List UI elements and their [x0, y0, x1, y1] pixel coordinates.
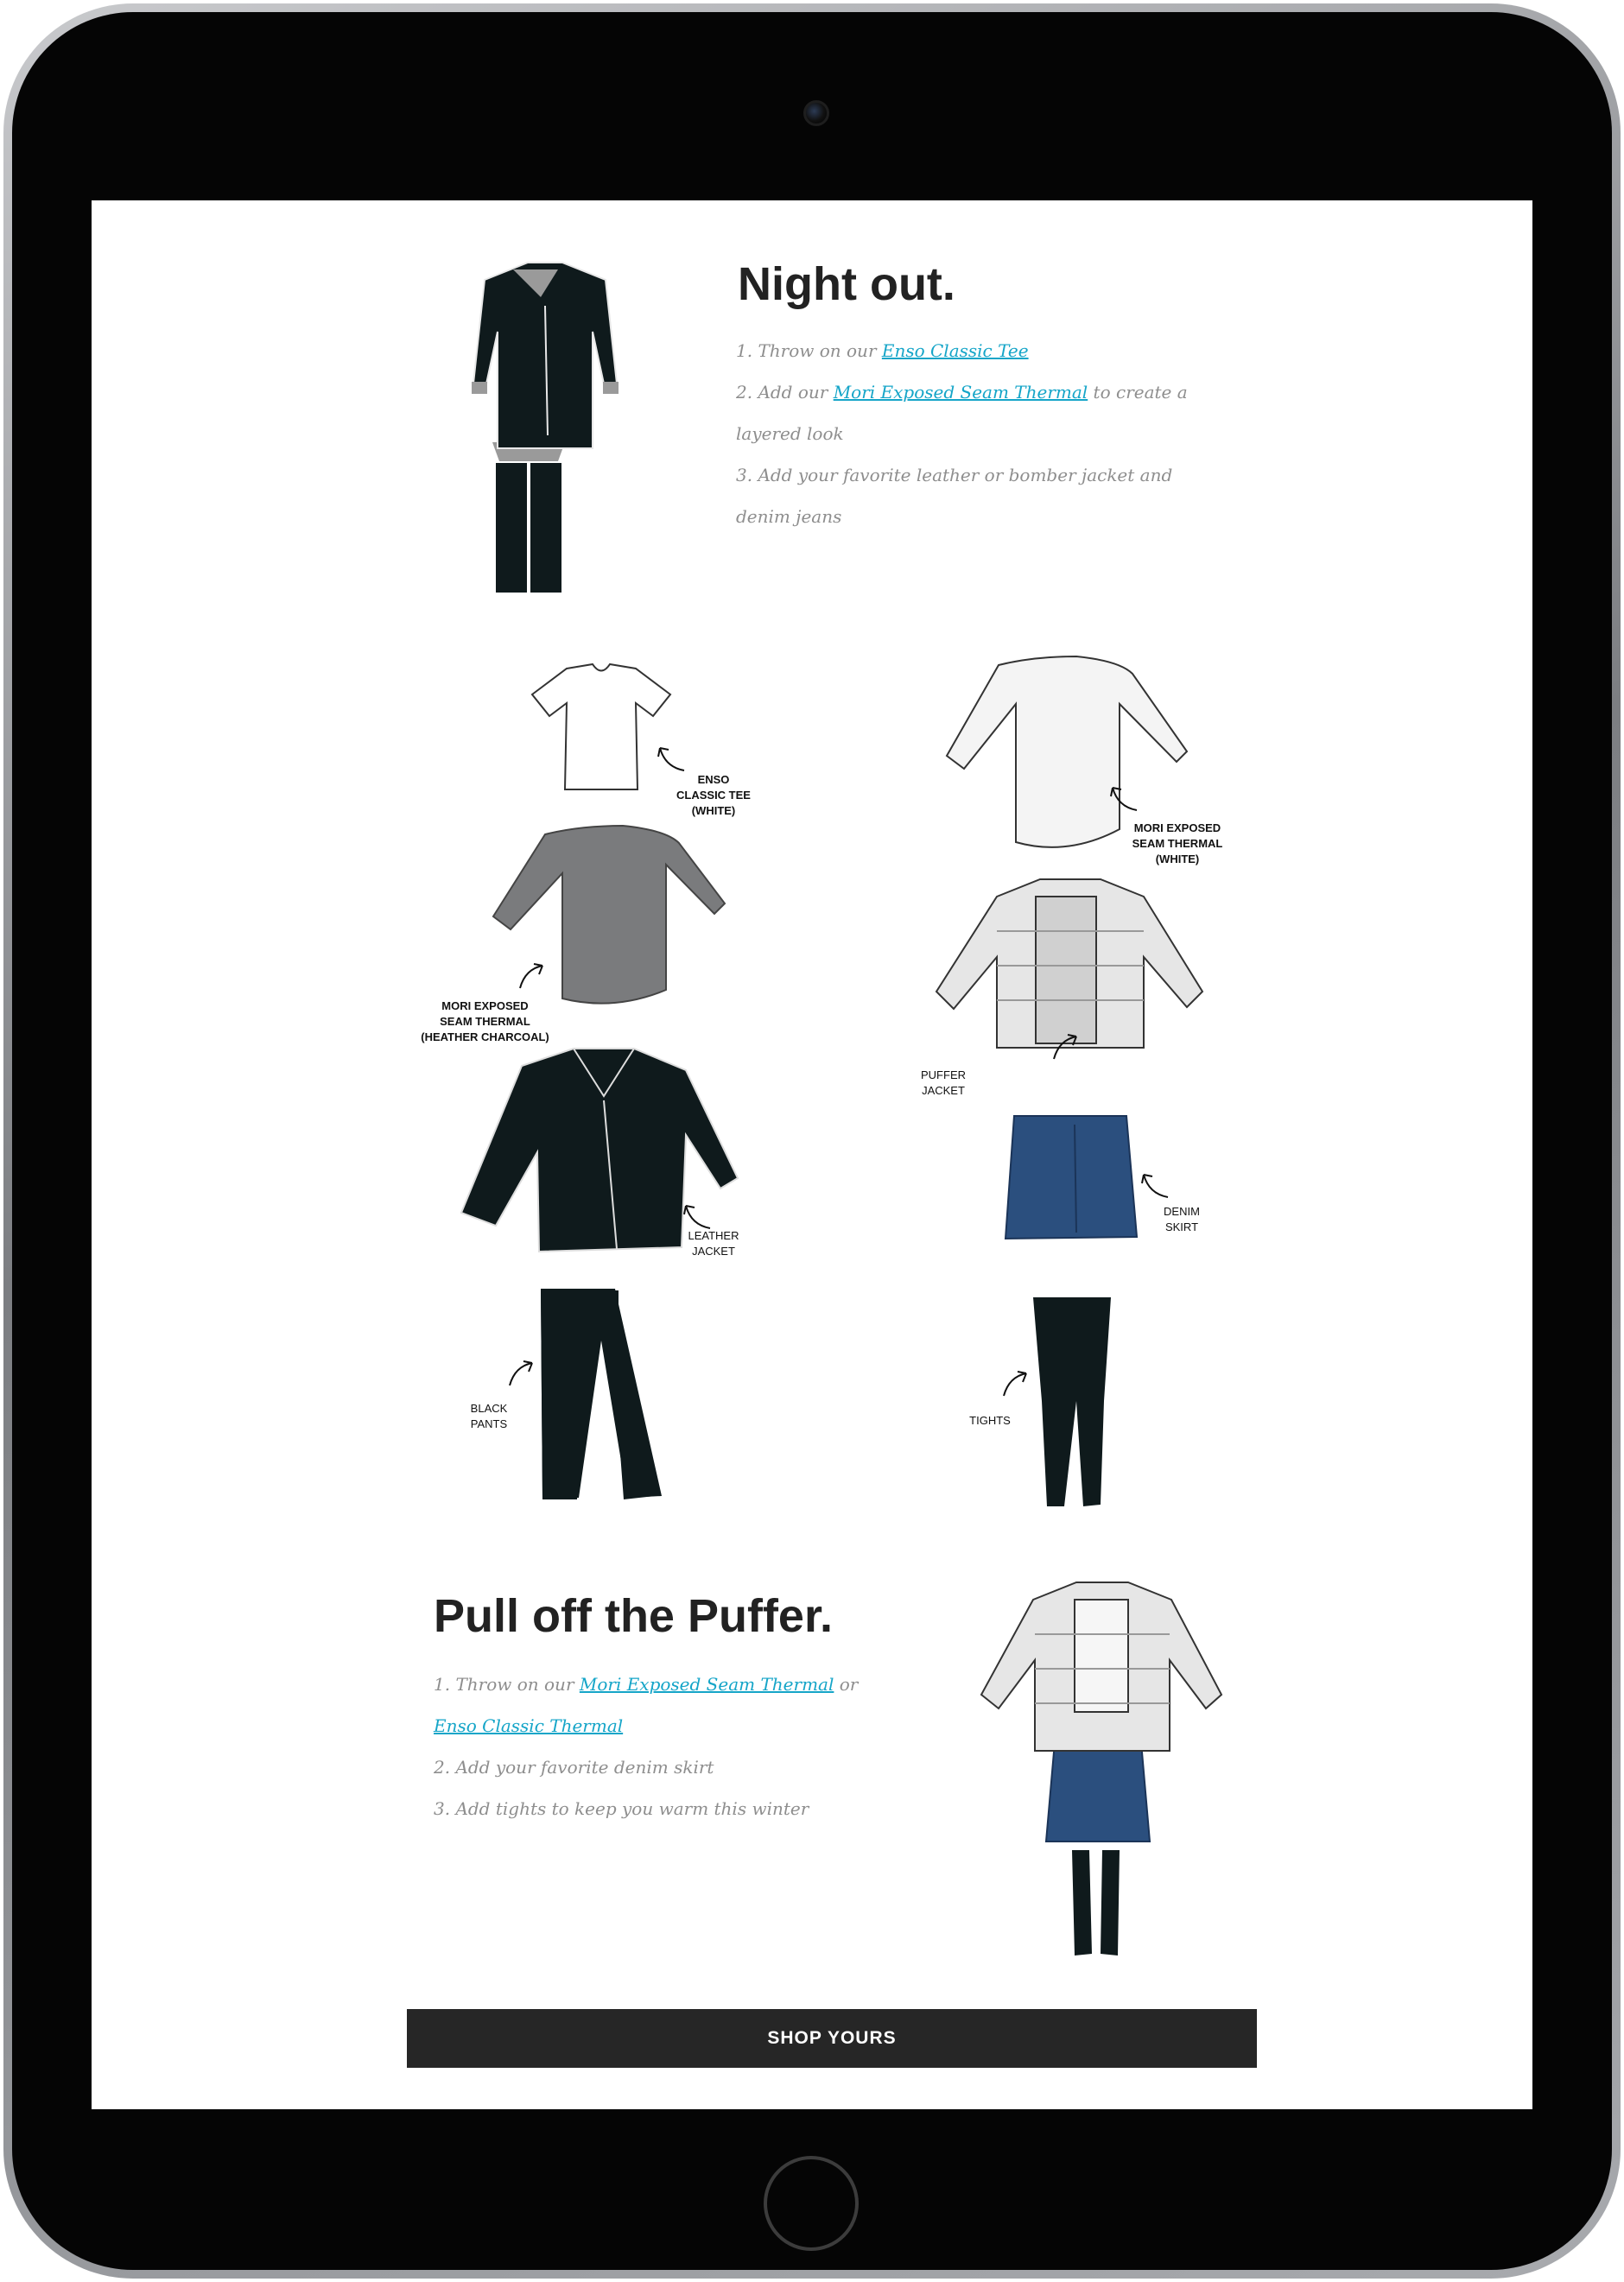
- denim-skirt-illustration: [1005, 1116, 1144, 1239]
- puffer-jacket-label: PUFFER JACKET: [921, 1068, 966, 1097]
- home-button[interactable]: [764, 2156, 859, 2251]
- puffer-jacket-arrow-icon: [1049, 1031, 1083, 1062]
- mori-exposed-seam-thermal-link-2[interactable]: Mori Exposed Seam Thermal: [579, 1674, 834, 1695]
- black-pants-arrow-icon: [504, 1358, 539, 1389]
- puffer-look-title: Pull off the Puffer.: [434, 1590, 834, 1642]
- screen: [92, 200, 1532, 2109]
- enso-tee-illustration: [523, 660, 679, 798]
- puffer-step-1: 1. Throw on our Mori Exposed Seam Thermal or Enso Classic Thermal: [434, 1674, 859, 1736]
- puffer-step-3: 3. Add tights to keep you warm this winter: [434, 1798, 809, 1819]
- puffer-jacket-illustration: [936, 879, 1204, 1052]
- tights-illustration: [1033, 1297, 1120, 1508]
- night-out-steps: [736, 330, 1220, 537]
- puffer-look-steps: [434, 1664, 900, 1829]
- enso-tee-label: ENSO CLASSIC TEE (WHITE): [676, 773, 751, 817]
- mori-charcoal-label: MORI EXPOSED SEAM THERMAL (HEATHER CHARCOAL): [421, 999, 549, 1043]
- leather-jacket-label: LEATHER JACKET: [688, 1229, 739, 1258]
- mori-white-label: MORI EXPOSED SEAM THERMAL (WHITE): [1132, 821, 1223, 865]
- night-out-title: Night out.: [738, 258, 955, 310]
- front-camera: [803, 100, 829, 126]
- enso-classic-tee-link[interactable]: Enso Classic Tee: [881, 340, 1029, 361]
- enso-tee-arrow-icon: [655, 743, 689, 774]
- denim-skirt-arrow-icon: [1139, 1170, 1173, 1201]
- denim-skirt-label: DENIM SKIRT: [1164, 1205, 1200, 1233]
- black-pants-label: BLACK PANTS: [470, 1402, 508, 1430]
- mori-exposed-seam-thermal-link[interactable]: Mori Exposed Seam Thermal: [833, 382, 1088, 403]
- night-out-step-2: 2. Add our Mori Exposed Seam Thermal to create a layered look: [736, 382, 1188, 444]
- tights-arrow-icon: [999, 1368, 1033, 1399]
- puffer-outfit-illustration: [973, 1582, 1232, 1962]
- enso-classic-thermal-link[interactable]: Enso Classic Thermal: [434, 1715, 624, 1736]
- night-out-step-3: 3. Add your favorite leather or bomber jacket and denim jeans: [736, 465, 1173, 527]
- black-pants-illustration: [541, 1289, 679, 1499]
- puffer-step-2: 2. Add your favorite denim skirt: [434, 1757, 714, 1778]
- shop-yours-button[interactable]: SHOP YOURS: [407, 2009, 1257, 2068]
- tablet-device: [3, 3, 1621, 2279]
- mori-charcoal-arrow-icon: [515, 960, 549, 992]
- night-out-outfit-illustration: [420, 245, 679, 599]
- night-out-step-1: 1. Throw on our Enso Classic Tee: [736, 340, 1029, 361]
- mori-white-arrow-icon: [1107, 783, 1142, 814]
- leather-jacket-arrow-icon: [681, 1201, 715, 1232]
- tights-label: TIGHTS: [969, 1414, 1011, 1427]
